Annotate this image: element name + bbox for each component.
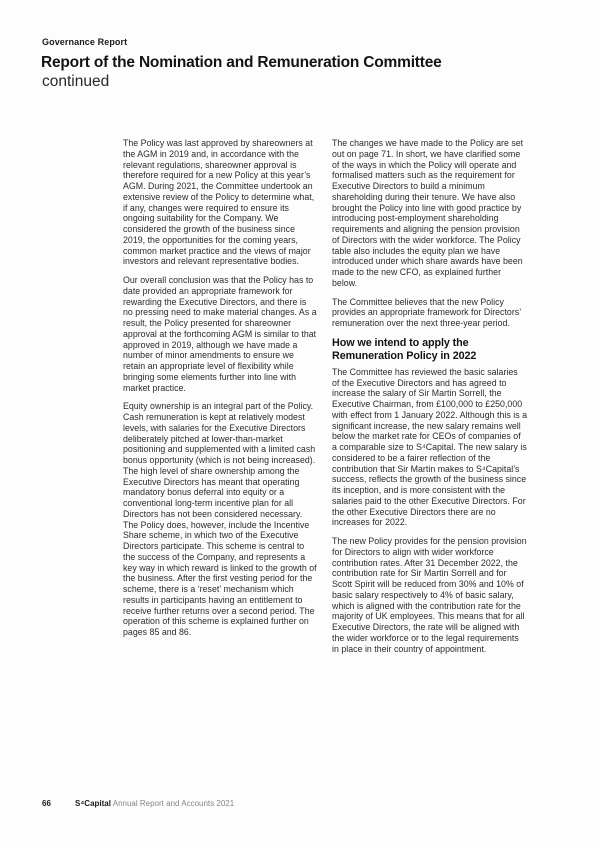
subsection-heading: How we intend to apply the Remuneration Policy in 2022 [332,336,477,362]
paragraph: The changes we have made to the Policy are set out on page 71. In short, we have clarified some of the ways in which the Policy will operate and formalised matters such as the requirement for Executive Directors to build a minimum shareholding during their tenure. We have also brought the Policy into line with good practice by introducing post-employment shareholding requirements and aligning the pension provision of Directors with the wider workforce. The Policy table also includes the equity plan we have introduced under which share awards have been made to the new CFO, as explained further below. [332,138,524,288]
paragraph: The Committee has reviewed the basic salaries of the Executive Directors and has agreed to increase the salary of Sir Martin Sorrell, the Executive Chairman, from £100,000 to £250,000 with effect from 1 January 2022. Although this is a significant increase, the new salary remains well below the market rate for CEOs of companies of a comparable size to S⁴Capital. The new salary is considered to be a fairer reflection of the contribution that Sir Martin makes to S⁴Capital’s success, reflects the growth of the business since its inception, and is more consistent with the salaries paid to the other Executive Directors. For the other Executive Directors there are no increases for 2022. [332,366,527,528]
body-columns [123,138,527,662]
brand-name: S⁴Capital [75,799,111,808]
paragraph: The Committee believes that the new Policy provides an appropriate framework for Directors’ remuneration over the next three-year period. [332,296,521,328]
right-column [332,138,527,662]
left-column [123,138,318,662]
paragraph: Equity ownership is an integral part of the Policy. Cash remuneration is kept at relatively modest levels, with salaries for the Executive Directors deliberately pitched at lower-than-market positioning and supplemented with a limited cash bonus opportunity (which is not being increased). The high level of share ownership among the Executive Directors has meant that operating mandatory bonus deferral into equity or a conventional long-term incentive plan for all Directors has not been considered necessary. The Policy does, however, include the Incentive Share scheme, in which two of the Executive Directors participate. This scheme is central to the success of the Company, and represents a key way in which reward is linked to the growth of the business. After the first vesting period for the scheme, there is a ‘reset’ mechanism which results in participants having an entitlement to receive further returns over a second period. The operation of this scheme is explained further on pages 85 and 86. [123,401,317,637]
page-title: Report of the Nomination and Remuneration Committee [41,54,442,71]
paragraph: Our overall conclusion was that the Policy has to date provided an appropriate framework for rewarding the Executive Directors, and there is no pressing need to make material changes. As a result, the Policy presented for shareowner approval at the forthcoming AGM is similar to that approved in 2019, although we have made a number of minor amendments to ensure we retain an appropriate level of flexibility while bringing some elements further into line with market practice. [123,275,317,393]
paragraph: The Policy was last approved by shareowners at the AGM in 2019 and, in accordance with the relevant regulations, shareowner approval is therefore required for a new Policy at this year’s AGM. During 2021, the Committee undertook an extensive review of the Policy to determine what, if any, changes were required to ensure its ongoing suitability for the Company. We considered the growth of the business since 2019, the opportunities for the coming years, common market practice and the views of major investors and relevant representative bodies. [123,138,315,267]
page-subtitle: continued [42,73,110,90]
paragraph: The new Policy provides for the pension provision for Directors to align with wider workforce contribution rates. After 31 December 2022, the contribution rate for Sir Martin Sorrell and for Scott Spirit will be reduced from 30% and 10% of basic salary respectively to 4% of basic salary, which is aligned with the contribution rate for the majority of UK employees. This means that for all Executive Directors, the rate will be aligned with the wider workforce or to the legal requirements in place in their country of appointment. [332,536,527,654]
page-footer [42,799,234,809]
page-number: 66 [42,799,51,808]
section-label: Governance Report [42,37,128,47]
footer-report-title: Annual Report and Accounts 2021 [110,799,235,808]
